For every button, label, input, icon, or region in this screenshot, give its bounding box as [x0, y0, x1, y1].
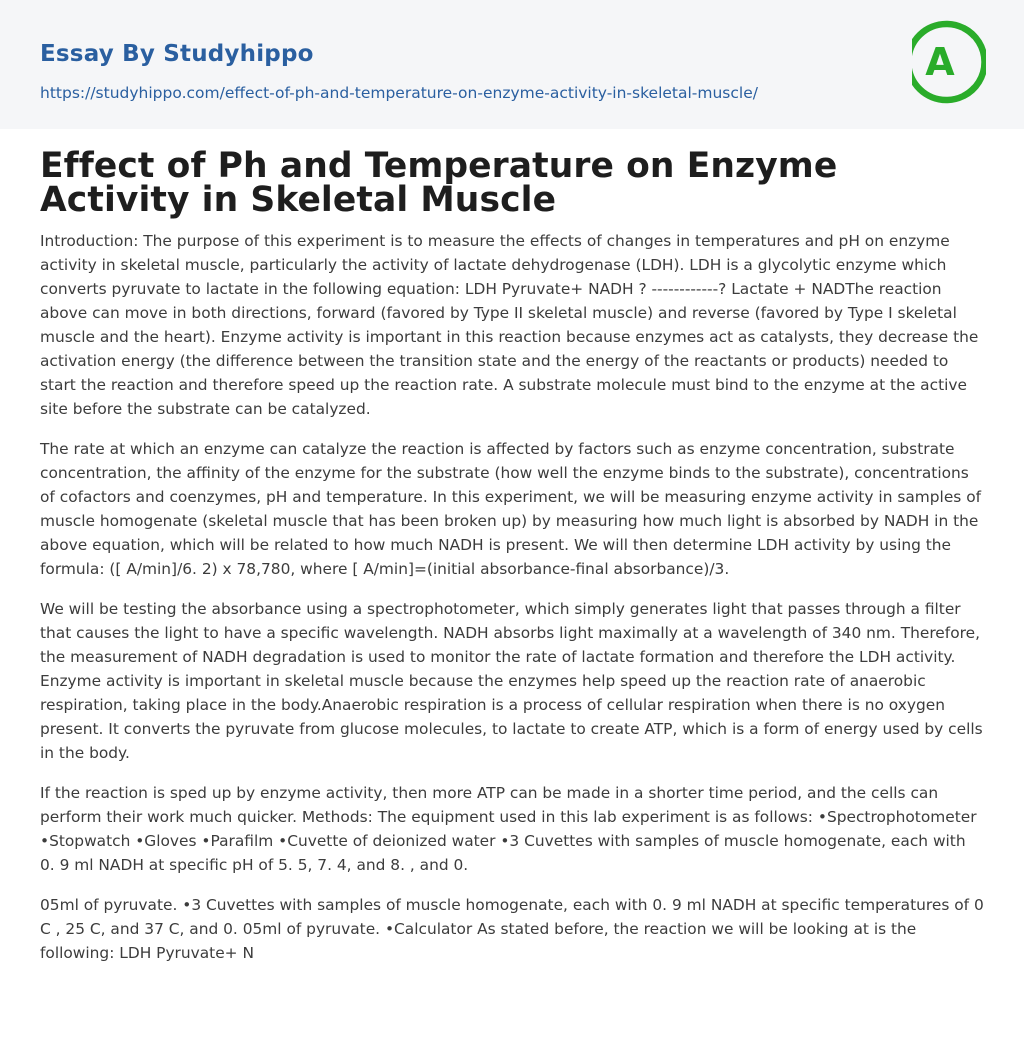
article-body: [0, 146, 1024, 965]
article-paragraph: 05ml of pyruvate. •3 Cuvettes with samples of muscle homogenate, each with 0. 9 ml NADH at specific temperatures of 0 C , 25 C, and 37 C, and 0. 05ml of pyruvate. •Calculator As stated before, the reaction we will be looking at is the following: LDH Pyruvate+ N: [40, 896, 984, 962]
article-title: Effect of Ph and Temperature on Enzyme Activity in Skeletal Muscle: [40, 146, 838, 220]
logo-letter: A: [925, 40, 955, 84]
article-paragraph: We will be testing the absorbance using a spectrophotometer, which simply generates light that passes through a filter that causes the light to have a specific wavelength. NADH absorbs light maximally at a wavelength of 340 nm. Therefore, the measurement of NADH degradation is used to monitor the rate of lactate formation and therefore the LDH activity. Enzyme activity is important in skeletal muscle because the enzymes help speed up the reaction rate of anaerobic respiration, taking place in the body.Anaerobic respiration is a process of cellular respiration when there is no oxygen present. It converts the pyruvate from glucose molecules, to lactate to create ATP, which is a form of energy used by cells in the body.: [40, 600, 983, 762]
studyhippo-logo-icon[interactable]: [912, 19, 986, 105]
article-paragraph: Introduction: The purpose of this experiment is to measure the effects of changes in temperatures and pH on enzyme activity in skeletal muscle, particularly the activity of lactate dehydrogenase (LDH). LDH is a glycolytic enzyme which converts pyruvate to lactate in the following equation: LDH Pyruvate+ NADH ? ------------? Lactate + NADThe reaction above can move in both directions, forward (favored by Type II skeletal muscle) and reverse (favored by Type I skeletal muscle and the heart). Enzyme activity is important in this reaction because enzymes act as catalysts, they decrease the activation energy (the difference between the transition state and the energy of the reactants or products) needed to start the reaction and therefore speed up the reaction rate. A substrate molecule must bind to the enzyme at the active site before the substrate can be catalyzed.: [40, 232, 979, 418]
site-brand[interactable]: Essay By Studyhippo: [40, 41, 314, 67]
site-header: [0, 0, 1024, 129]
page-url-link[interactable]: https://studyhippo.com/effect-of-ph-and-temperature-on-enzyme-activity-in-skeletal-muscle/: [40, 84, 758, 102]
article-paragraph: The rate at which an enzyme can catalyze the reaction is affected by factors such as enzyme concentration, substrate concentration, the affinity of the enzyme for the substrate (how well the enzyme binds to the substrate), concentrations of cofactors and coenzymes, pH and temperature. In this experiment, we will be measuring enzyme activity in samples of muscle homogenate (skeletal muscle that has been broken up) by measuring how much light is absorbed by NADH in the above equation, which will be related to how much NADH is present. We will then determine LDH activity by using the formula: ([ A/min]/6. 2) x 78,780, where [ A/min]=(initial absorbance-final absorbance)/3.: [40, 440, 982, 578]
article-paragraph: If the reaction is sped up by enzyme activity, then more ATP can be made in a shorter time period, and the cells can perform their work much quicker. Methods: The equipment used in this lab experiment is as follows: •Spectrophotometer •Stopwatch •Gloves •Parafilm •Cuvette of deionized water •3 Cuvettes with samples of muscle homogenate, each with 0. 9 ml NADH at specific pH of 5. 5, 7. 4, and 8. , and 0.: [40, 784, 977, 874]
